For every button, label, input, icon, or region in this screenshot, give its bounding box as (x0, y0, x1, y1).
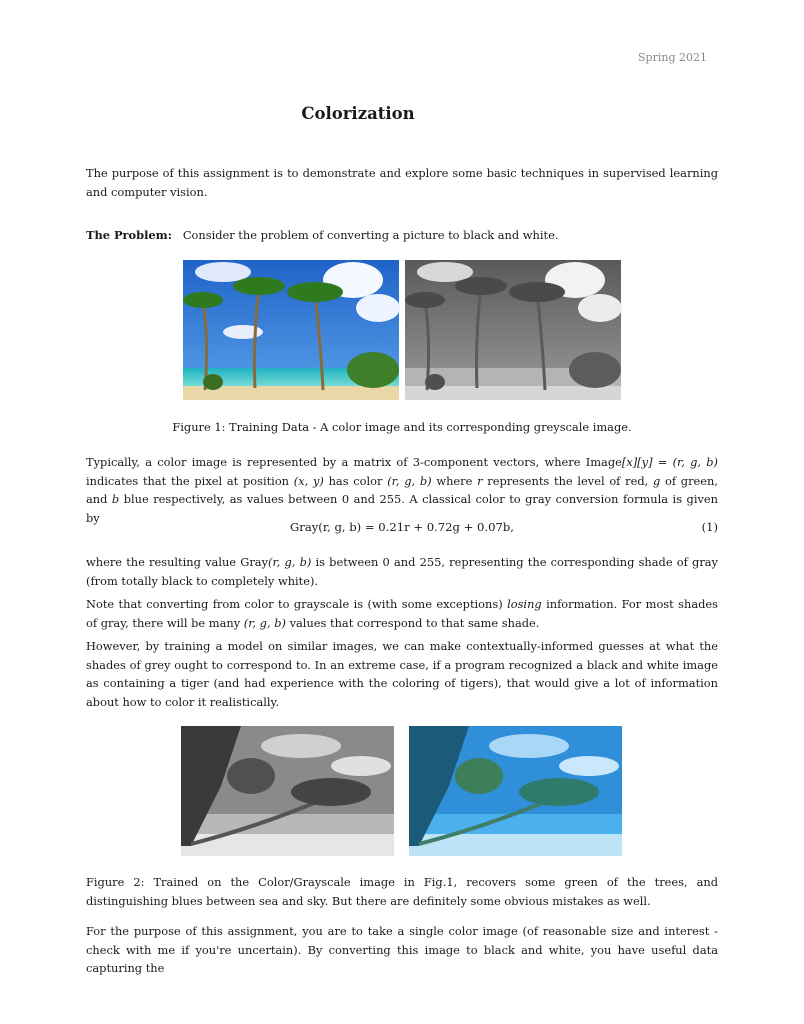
problem-paragraph (86, 226, 718, 245)
page-title: Colorization (301, 104, 415, 123)
figure-1 (183, 260, 621, 400)
figure-2-caption: Figure 2: Trained on the Color/Grayscale image in Fig.1, recovers some green of the trees, and distinguishing blues between sea and sky. But there are definitely some obvious mistakes as well. (86, 875, 718, 908)
paragraph-losing-info: Note that converting from color to grayscale is (with some exceptions) losing information. For most shades of gray, there will be many (r, g, b) values that correspond to that same shade. (86, 597, 718, 630)
problem-label: The Problem: (86, 228, 172, 242)
figure-1-caption: Figure 1: Training Data - A color image and its corresponding greyscale image. (172, 420, 632, 434)
equation-body: Gray(r, g, b) = 0.21r + 0.72g + 0.07b, (290, 520, 514, 534)
intro-paragraph: The purpose of this assignment is to demonstrate and explore some basic techniques in supervised learning and computer vision. (86, 166, 718, 199)
paragraph-training: However, by training a model on similar images, we can make contextually-informed guesses at what the shades of grey ought to correspond to. In an extreme case, if a program recognized a black and white image as containing a tiger (and had experience with the coloring of tigers), that would give a lot of information about how to color it realistically. (86, 639, 718, 709)
paragraph-representation: Typically, a color image is represented by a matrix of 3-component vectors, where Image[x][y] = (r, g, b) indicates that the pixel at position (x, y) has color (r, g, b) where r represents the level of red, g of green, and b blue respectively, as values between 0 and 255. A classical color to gray conversion formula is given by (86, 455, 719, 525)
color-beach-palms-image (183, 260, 399, 400)
recolorized-beach-image (409, 726, 622, 856)
paragraph-assignment: For the purpose of this assignment, you are to take a single color image (of reasonable size and interest - check with me if you're uncertain). By converting this image to black and white, you have useful data capturing the (86, 924, 718, 975)
greyscale-beach-test-image (181, 726, 394, 856)
equation-number: (1) (701, 520, 718, 534)
greyscale-beach-palms-image (405, 260, 621, 400)
running-head: Spring 2021 (638, 51, 707, 64)
problem-text: Consider the problem of converting a picture to black and white. (182, 228, 559, 242)
paragraph-gray-range: where the resulting value Gray(r, g, b) is between 0 and 255, representing the corresponding shade of gray (from totally black to completely white). (86, 555, 718, 588)
figure-2 (181, 726, 622, 856)
equation-1 (86, 520, 718, 540)
